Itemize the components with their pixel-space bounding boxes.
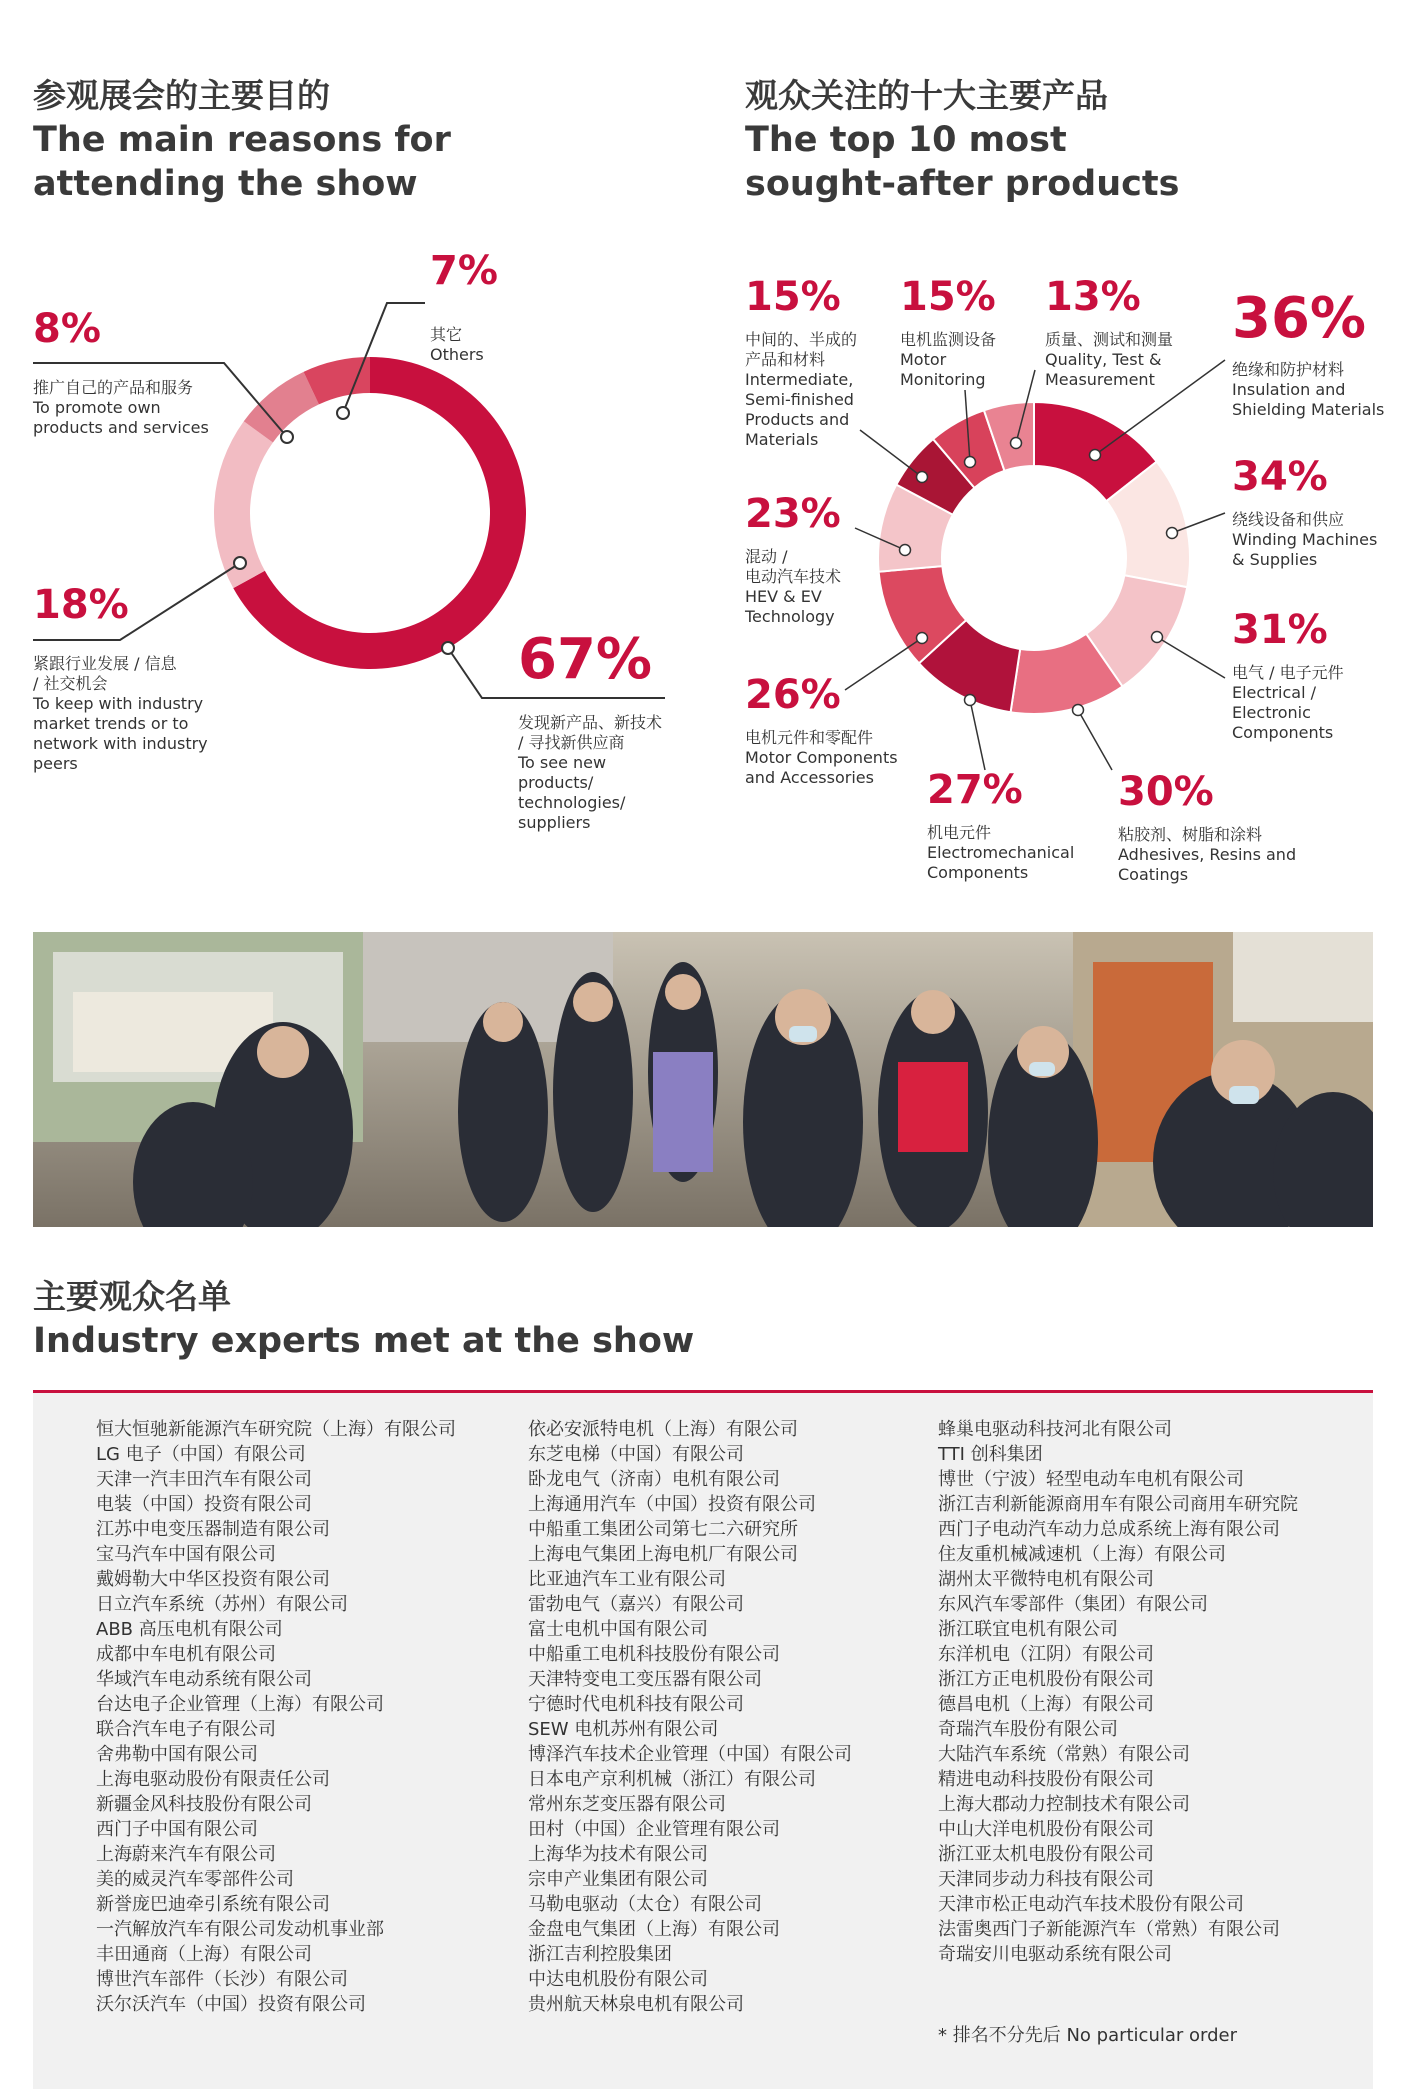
company-item: 常州东芝变压器有限公司 <box>528 1794 726 1815</box>
company-item: 浙江联宜电机有限公司 <box>938 1619 1118 1640</box>
chart2-label-adhesives-pct: 30% <box>1118 769 1214 815</box>
chart1-label-7-zh1: 其它 <box>430 325 463 344</box>
company-item: 东风汽车零部件（集团）有限公司 <box>938 1594 1208 1615</box>
company-item: 天津一汽丰田汽车有限公司 <box>96 1469 312 1490</box>
chart2-label-quality-pct: 13% <box>1045 274 1141 320</box>
company-item: 湖州太平微特电机有限公司 <box>938 1569 1154 1590</box>
chart1-label-18-zh2: / 社交机会 <box>33 674 108 693</box>
company-item: TTI 创科集团 <box>938 1444 1043 1465</box>
company-item: SEW 电机苏州有限公司 <box>528 1719 719 1740</box>
company-item: 奇瑞汽车股份有限公司 <box>938 1719 1118 1740</box>
chart2-label-electrical-en2: Electronic <box>1232 703 1311 722</box>
company-item: 浙江吉利控股集团 <box>528 1944 672 1965</box>
company-item: 成都中车电机有限公司 <box>96 1644 276 1665</box>
chart2-label-insulation-pct: 36% <box>1232 286 1367 351</box>
company-item: 金盘电气集团（上海）有限公司 <box>528 1919 780 1940</box>
chart2-donut <box>878 402 1190 714</box>
chart2-label-winding <box>1232 454 1377 569</box>
chart2-label-motor-monitoring-pct: 15% <box>900 274 996 320</box>
chart2-label-quality-en1: Quality, Test & <box>1045 350 1162 369</box>
company-item: 中山大洋电机股份有限公司 <box>938 1819 1154 1840</box>
chart1-label-67-en2: products/ <box>518 773 594 792</box>
chart2-label-motor-components-en1: Motor Components <box>745 748 898 767</box>
chart2-label-electrical-en3: Components <box>1232 723 1334 742</box>
chart2-label-quality-en2: Measurement <box>1045 370 1155 389</box>
company-item: 法雷奥西门子新能源汽车（常熟）有限公司 <box>938 1919 1280 1940</box>
company-item: 戴姆勒大中华区投资有限公司 <box>96 1569 330 1590</box>
company-item: 中船重工电机科技股份有限公司 <box>528 1644 780 1665</box>
chart1-label-8-pct: 8% <box>33 306 101 352</box>
company-item: 联合汽车电子有限公司 <box>96 1719 276 1740</box>
chart1-label-8-zh1: 推广自己的产品和服务 <box>33 378 194 397</box>
company-item: 田村（中国）企业管理有限公司 <box>528 1819 780 1840</box>
chart2-label-intermediate <box>745 274 857 449</box>
company-item: LG 电子（中国）有限公司 <box>96 1444 306 1465</box>
chart2-label-insulation-zh1: 绝缘和防护材料 <box>1232 360 1345 379</box>
company-item: 蜂巢电驱动科技河北有限公司 <box>938 1419 1172 1440</box>
chart2-title-en-line2: sought-after products <box>745 164 1180 204</box>
company-column-2 <box>528 1417 852 2017</box>
experts-list-title-zh: 主要观众名单 <box>33 1277 231 1316</box>
chart1-label-18-en2: market trends or to <box>33 714 189 733</box>
chart2-label-insulation <box>1232 286 1384 419</box>
chart2-label-electromechanical-en1: Electromechanical <box>927 843 1075 862</box>
chart2-label-intermediate-en3: Products and <box>745 410 850 429</box>
company-item: 西门子中国有限公司 <box>96 1819 258 1840</box>
company-item: 雷勃电气（嘉兴）有限公司 <box>528 1594 744 1615</box>
chart2-label-motor-monitoring-en1: Motor <box>900 350 947 369</box>
company-item: 卧龙电气（济南）电机有限公司 <box>528 1469 780 1490</box>
company-item: 德昌电机（上海）有限公司 <box>938 1694 1154 1715</box>
chart2-label-adhesives <box>1118 769 1296 884</box>
chart2-label-winding-pct: 34% <box>1232 454 1328 500</box>
company-item: 贵州航天林泉电机有限公司 <box>528 1994 744 2015</box>
company-column-3 <box>938 1417 1298 1967</box>
company-item: 江苏中电变压器制造有限公司 <box>96 1519 330 1540</box>
chart1-label-67-pct: 67% <box>518 627 653 692</box>
chart2-label-motor-components-en2: and Accessories <box>745 768 874 787</box>
chart2-label-hev-ev <box>744 491 841 626</box>
company-item: 美的威灵汽车零部件公司 <box>96 1869 294 1890</box>
chart2-label-electromechanical-zh1: 机电元件 <box>927 823 992 842</box>
chart2-title-en-line1: The top 10 most <box>745 120 1067 160</box>
company-item: 宗申产业集团有限公司 <box>528 1869 708 1890</box>
chart1-label-67-en4: suppliers <box>518 813 591 832</box>
chart2-label-adhesives-zh1: 粘胶剂、树脂和涂料 <box>1118 825 1263 844</box>
company-item: 浙江方正电机股份有限公司 <box>938 1669 1154 1690</box>
chart2-label-hev-ev-en1: HEV & EV <box>745 587 822 606</box>
company-item: 新疆金风科技股份有限公司 <box>96 1794 312 1815</box>
company-item: 天津特变电工变压器有限公司 <box>528 1669 762 1690</box>
company-item: 恒大恒驰新能源汽车研究院（上海）有限公司 <box>96 1419 456 1440</box>
company-item: 富士电机中国有限公司 <box>528 1619 708 1640</box>
chart1-label-8 <box>32 306 209 437</box>
company-item: 上海华为技术有限公司 <box>528 1844 708 1865</box>
chart1-label-67-zh1: 发现新产品、新技术 <box>518 713 663 732</box>
company-item: 宝马汽车中国有限公司 <box>96 1544 276 1565</box>
company-item: 上海电驱动股份有限责任公司 <box>96 1769 330 1790</box>
chart2-label-motor-monitoring-zh1: 电机监测设备 <box>900 330 997 349</box>
company-item: 日本电产京利机械（浙江）有限公司 <box>528 1769 816 1790</box>
company-item: 宁德时代电机科技有限公司 <box>528 1694 744 1715</box>
chart1-title-en-line2: attending the show <box>33 164 418 204</box>
chart1-label-18-en1: To keep with industry <box>33 694 204 713</box>
chart1-label-67-en3: technologies/ <box>518 793 626 812</box>
company-item: 华域汽车电动系统有限公司 <box>96 1669 312 1690</box>
company-item: 上海电气集团上海电机厂有限公司 <box>528 1544 798 1565</box>
company-item: 大陆汽车系统（常熟）有限公司 <box>938 1744 1190 1765</box>
company-item: 马勒电驱动（太仓）有限公司 <box>528 1894 762 1915</box>
chart2-label-intermediate-en2: Semi-finished <box>745 390 854 409</box>
chart1-label-7-pct: 7% <box>430 248 498 294</box>
order-note: * 排名不分先后 No particular order <box>938 2025 1238 2046</box>
chart2-label-insulation-en1: Insulation and <box>1232 380 1346 399</box>
company-item: 中达电机股份有限公司 <box>528 1969 708 1990</box>
crowd-photo-illustration <box>33 932 1373 1227</box>
company-item: 上海大郡动力控制技术有限公司 <box>938 1794 1190 1815</box>
chart2-label-electrical-zh1: 电气 / 电子元件 <box>1232 663 1344 682</box>
company-item: 东芝电梯（中国）有限公司 <box>528 1444 744 1465</box>
company-item: 博世（宁波）轻型电动车电机有限公司 <box>938 1469 1244 1490</box>
chart1-label-18-en3: network with industry <box>33 734 208 753</box>
chart2-label-winding-en1: Winding Machines <box>1232 530 1378 549</box>
chart1-label-7-en1: Others <box>430 345 484 364</box>
chart2-label-hev-ev-en2: Technology <box>745 607 835 626</box>
chart2-label-adhesives-en2: Coatings <box>1118 865 1189 884</box>
chart2-label-hev-ev-zh2: 电动汽车技术 <box>745 567 842 586</box>
chart2-label-motor-components-pct: 26% <box>745 672 841 718</box>
experts-list-title <box>33 1275 933 1363</box>
company-item: 电装（中国）投资有限公司 <box>96 1494 312 1515</box>
chart2-label-hev-ev-pct: 23% <box>745 491 841 537</box>
company-item: 精进电动科技股份有限公司 <box>938 1769 1154 1790</box>
chart2-label-motor-monitoring-en2: Monitoring <box>900 370 986 389</box>
chart2-label-motor-components-zh1: 电机元件和零配件 <box>745 728 874 747</box>
chart2-title-zh: 观众关注的十大主要产品 <box>745 76 1108 115</box>
chart1-label-18 <box>32 582 208 773</box>
chart2-label-intermediate-zh1: 中间的、半成的 <box>745 330 858 349</box>
company-item: 天津同步动力科技有限公司 <box>938 1869 1154 1890</box>
crowd-photo <box>33 932 1373 1227</box>
chart2-label-intermediate-pct: 15% <box>745 274 841 320</box>
chart1-label-18-zh1: 紧跟行业发展 / 信息 <box>33 654 177 673</box>
chart2-label-electrical-pct: 31% <box>1232 607 1328 653</box>
company-item: 比亚迪汽车工业有限公司 <box>528 1569 726 1590</box>
chart1-label-67-en1: To see new <box>518 753 607 772</box>
company-item: 天津市松正电动汽车技术股份有限公司 <box>938 1894 1244 1915</box>
chart1-label-8-en2: products and services <box>33 418 209 437</box>
company-item: ABB 高压电机有限公司 <box>96 1619 283 1640</box>
chart2-label-quality-zh1: 质量、测试和测量 <box>1045 330 1174 349</box>
company-item: 博世汽车部件（长沙）有限公司 <box>96 1969 348 1990</box>
company-item: 台达电子企业管理（上海）有限公司 <box>96 1694 384 1715</box>
company-item: 一汽解放汽车有限公司发动机事业部 <box>96 1919 384 1940</box>
company-item: 东洋机电（江阴）有限公司 <box>938 1644 1154 1665</box>
chart2-label-intermediate-en1: Intermediate, <box>745 370 854 389</box>
company-item: 奇瑞安川电驱动系统有限公司 <box>938 1944 1172 1965</box>
chart2-label-electromechanical-pct: 27% <box>927 767 1023 813</box>
chart1-label-7 <box>430 248 498 364</box>
chart2-label-winding-zh1: 绕线设备和供应 <box>1232 510 1345 529</box>
chart2-label-electrical-en1: Electrical / <box>1232 683 1317 702</box>
chart2-label-electromechanical <box>927 767 1074 882</box>
donut-charts <box>0 0 1402 920</box>
company-item: 西门子电动汽车动力总成系统上海有限公司 <box>938 1519 1280 1540</box>
chart2-label-quality <box>1045 274 1173 389</box>
company-item: 新誉庞巴迪牵引系统有限公司 <box>96 1894 330 1915</box>
experts-list-panel <box>33 1393 1373 2089</box>
company-item: 日立汽车系统（苏州）有限公司 <box>96 1594 348 1615</box>
company-item: 住友重机械减速机（上海）有限公司 <box>938 1544 1226 1565</box>
chart1-title-en-line1: The main reasons for <box>33 120 451 160</box>
chart1-label-67 <box>517 627 662 832</box>
chart1-label-8-en1: To promote own <box>33 398 161 417</box>
chart2-label-intermediate-en4: Materials <box>745 430 819 449</box>
company-item: 舍弗勒中国有限公司 <box>96 1744 258 1765</box>
chart2-label-motor-components <box>745 672 898 787</box>
company-item: 沃尔沃汽车（中国）投资有限公司 <box>96 1994 366 2015</box>
company-item: 浙江吉利新能源商用车有限公司商用车研究院 <box>938 1494 1298 1515</box>
chart2-label-winding-en2: & Supplies <box>1232 550 1318 569</box>
chart1-label-18-en4: peers <box>33 754 78 773</box>
chart1-donut <box>214 357 526 669</box>
company-item: 依必安派特电机（上海）有限公司 <box>528 1419 798 1440</box>
chart1-title-zh: 参观展会的主要目的 <box>33 76 330 115</box>
chart1-label-67-zh2: / 寻找新供应商 <box>518 733 625 752</box>
chart2-label-intermediate-zh2: 产品和材料 <box>745 350 826 369</box>
chart2-label-hev-ev-zh1: 混动 / <box>745 547 788 566</box>
chart2-label-electrical <box>1232 607 1344 742</box>
experts-list-title-en: Industry experts met at the show <box>33 1321 695 1361</box>
company-item: 中船重工集团公司第七二六研究所 <box>528 1519 798 1540</box>
chart2-label-electromechanical-en2: Components <box>927 863 1029 882</box>
chart1-label-18-pct: 18% <box>33 582 129 628</box>
company-column-1 <box>96 1417 456 2017</box>
company-item: 博泽汽车技术企业管理（中国）有限公司 <box>528 1744 852 1765</box>
company-item: 丰田通商（上海）有限公司 <box>96 1944 312 1965</box>
company-item: 浙江亚太机电股份有限公司 <box>938 1844 1154 1865</box>
chart2-label-adhesives-en1: Adhesives, Resins and <box>1118 845 1297 864</box>
chart2-label-motor-monitoring <box>900 274 996 389</box>
chart2-label-insulation-en2: Shielding Materials <box>1232 400 1385 419</box>
company-item: 上海通用汽车（中国）投资有限公司 <box>528 1494 816 1515</box>
company-item: 上海蔚来汽车有限公司 <box>96 1844 276 1865</box>
